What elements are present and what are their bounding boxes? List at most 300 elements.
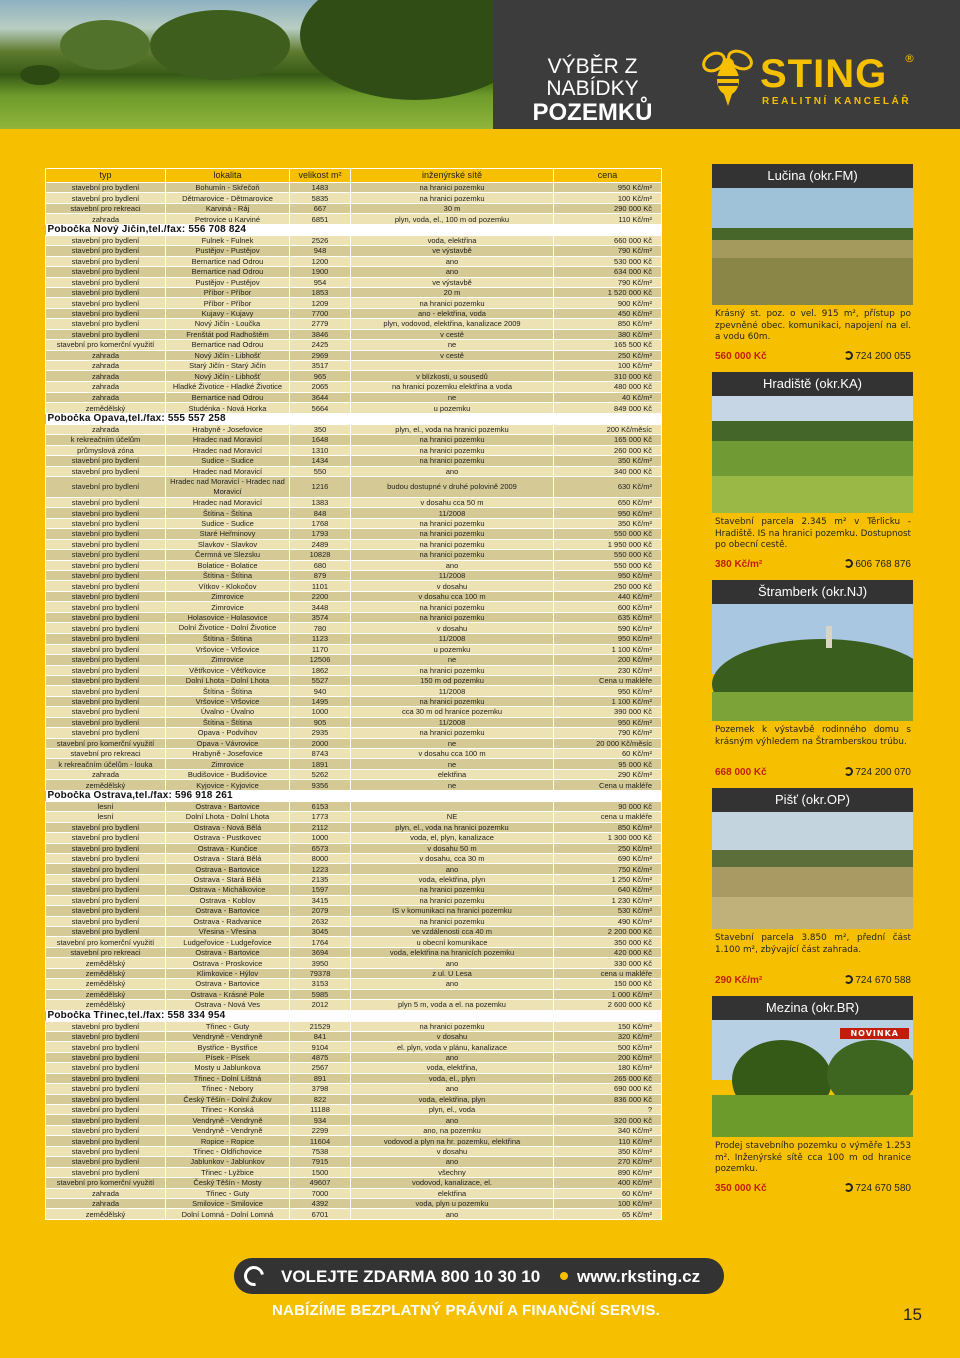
listing-phone	[844, 559, 911, 570]
size-cell: 3798	[290, 1084, 351, 1094]
price-cell: 290 000 Kč	[554, 203, 662, 213]
location-cell: Pustějov - Pustějov	[166, 246, 290, 256]
table-row	[46, 801, 662, 811]
phone-icon	[844, 767, 853, 776]
title-line-1: VÝBĚR Z NABÍDKY	[546, 55, 639, 101]
utilities-cell: na hranici pozemku elektřina a voda	[351, 381, 554, 392]
table-row	[46, 644, 662, 654]
type-cell: zahrada	[46, 214, 166, 224]
utilities-cell: ne	[351, 759, 554, 769]
listing-phone-number: 606 768 876	[855, 559, 911, 570]
utilities-cell: na hranici pozemku	[351, 728, 554, 738]
utilities-cell: elektřina	[351, 769, 554, 779]
size-cell: 1891	[290, 759, 351, 769]
location-cell: Štítina - Štítina	[166, 634, 290, 644]
listing-phone-number: 724 670 588	[855, 975, 911, 986]
table-row	[46, 1198, 662, 1208]
table-row	[46, 769, 662, 779]
table-row	[46, 749, 662, 759]
price-cell: 480 000 Kč	[554, 381, 662, 392]
size-cell: 3846	[290, 329, 351, 339]
size-cell: 6573	[290, 843, 351, 853]
price-cell: cena u makléře	[554, 968, 662, 978]
price-cell: 1 950 000 Kč	[554, 539, 662, 549]
table-row	[46, 319, 662, 329]
size-cell: 9104	[290, 1042, 351, 1052]
location-cell: Zimrovice	[166, 591, 290, 601]
price-cell: 330 000 Kč	[554, 958, 662, 968]
location-cell: Ostrava - Bartovice	[166, 979, 290, 989]
size-cell: 667	[290, 203, 351, 213]
location-cell: Zimrovice	[166, 759, 290, 769]
table-row	[46, 529, 662, 539]
logo-name: STING	[760, 52, 888, 96]
type-cell: stavební pro bydlení	[46, 665, 166, 675]
price-cell: 690 Kč/m²	[554, 853, 662, 863]
table-row	[46, 1125, 662, 1135]
table-row	[46, 947, 662, 957]
utilities-cell: na hranici pozemku	[351, 183, 554, 193]
utilities-cell: vodovod, kanalizace, el.	[351, 1178, 554, 1188]
type-cell: stavební pro bydlení	[46, 581, 166, 591]
size-cell: 3694	[290, 947, 351, 957]
table-row	[46, 1209, 662, 1219]
location-cell: Větřkovice - Větřkovice	[166, 665, 290, 675]
table-row	[46, 686, 662, 696]
price-cell: 634 000 Kč	[554, 267, 662, 277]
location-cell: Staré Heřminovy	[166, 529, 290, 539]
location-cell: Ostrava - Pustkovec	[166, 833, 290, 843]
price-cell: 950 Kč/m²	[554, 571, 662, 581]
type-cell: stavební pro bydlení	[46, 287, 166, 297]
utilities-cell: plyn, voda, el., 100 m od pozemku	[351, 214, 554, 224]
table-row	[46, 183, 662, 193]
table-row	[46, 612, 662, 622]
type-cell: zahrada	[46, 381, 166, 392]
price-cell: 640 Kč/m²	[554, 885, 662, 895]
listing-title: Lučina (okr.FM)	[712, 164, 913, 188]
table-row	[46, 780, 662, 790]
size-cell: 1495	[290, 696, 351, 706]
price-cell: 340 000 Kč	[554, 466, 662, 476]
listing-price: 380 Kč/m²	[715, 559, 763, 570]
utilities-cell: na hranici pozemku	[351, 696, 554, 706]
price-cell: 850 Kč/m²	[554, 822, 662, 832]
listing-description: Prodej stavebního pozemku o výměře 1.253 m². Inženýrské sítě cca 100 m od hranice pozemku.	[715, 1141, 911, 1174]
size-cell: 2000	[290, 738, 351, 748]
table-row	[46, 256, 662, 266]
featured-listings	[712, 164, 913, 1204]
price-cell: 250 Kč/m²	[554, 843, 662, 853]
type-cell: stavební pro bydlení	[46, 874, 166, 884]
size-cell: 7538	[290, 1146, 351, 1156]
price-cell: 450 Kč/m²	[554, 308, 662, 318]
type-cell: stavební pro bydlení	[46, 1167, 166, 1177]
price-cell: 950 Kč/m²	[554, 686, 662, 696]
table-row	[46, 958, 662, 968]
column-header: typ	[46, 169, 166, 183]
type-cell: stavební pro bydlení	[46, 675, 166, 685]
location-cell: Nový Jičín - Libhošť	[166, 371, 290, 381]
size-cell: 1216	[290, 476, 351, 497]
table-row	[46, 308, 662, 318]
utilities-cell: v dosahu 50 m	[351, 843, 554, 853]
utilities-cell: plyn, el., voda na hranici pozemku	[351, 822, 554, 832]
location-cell: Hradec nad Moravicí	[166, 466, 290, 476]
utilities-cell: voda, elektřina, plyn	[351, 874, 554, 884]
location-cell: Ostrava - Nová Ves	[166, 1000, 290, 1010]
type-cell: stavební pro komerční využití	[46, 937, 166, 947]
location-cell: Nový Jičín - Libhošť	[166, 350, 290, 360]
location-cell: Zimrovice	[166, 655, 290, 665]
size-cell: 5664	[290, 403, 351, 413]
phone-icon	[844, 559, 853, 568]
table-row	[46, 550, 662, 560]
price-cell: 650 Kč/m²	[554, 497, 662, 507]
type-cell: stavební pro bydlení	[46, 1157, 166, 1167]
table-row	[46, 1042, 662, 1052]
phone-icon	[844, 975, 853, 984]
branch-contact: Pobočka Třinec,tel./fax: 558 334 954	[46, 1010, 662, 1021]
size-cell: 11604	[290, 1136, 351, 1146]
type-cell: k rekreačním účelům - louka	[46, 759, 166, 769]
type-cell: stavební pro komerční využití	[46, 340, 166, 350]
utilities-cell: na hranici pozemku	[351, 193, 554, 203]
type-cell: zahrada	[46, 361, 166, 371]
price-cell: 600 Kč/m²	[554, 602, 662, 612]
utilities-cell: 11/2008	[351, 686, 554, 696]
size-cell: 948	[290, 246, 351, 256]
table-row	[46, 476, 662, 497]
size-cell: 1123	[290, 634, 351, 644]
utilities-cell: NE	[351, 812, 554, 822]
size-cell: 21529	[290, 1021, 351, 1031]
price-cell: 40 Kč/m²	[554, 392, 662, 402]
type-cell: stavební pro bydlení	[46, 1042, 166, 1052]
size-cell: 9356	[290, 780, 351, 790]
utilities-cell: na hranici pozemku	[351, 435, 554, 445]
price-cell: 340 Kč/m²	[554, 1125, 662, 1135]
size-cell: 5985	[290, 989, 351, 999]
price-cell: 420 000 Kč	[554, 947, 662, 957]
type-cell: stavební pro bydlení	[46, 696, 166, 706]
size-cell: 2135	[290, 874, 351, 884]
price-cell: 790 Kč/m²	[554, 728, 662, 738]
price-cell: 390 000 Kč	[554, 707, 662, 717]
branch-header-row	[46, 413, 662, 424]
size-cell: 550	[290, 466, 351, 476]
utilities-cell: na hranici pozemku	[351, 456, 554, 466]
size-cell: 905	[290, 717, 351, 727]
price-cell: 440 Kč/m²	[554, 591, 662, 601]
price-cell: 350 Kč/m²	[554, 456, 662, 466]
utilities-cell: 20 m	[351, 287, 554, 297]
table-row	[46, 1178, 662, 1188]
location-cell: Klimkovice - Hýlov	[166, 968, 290, 978]
location-cell: Ostrava - Radvanice	[166, 916, 290, 926]
price-cell: 270 Kč/m²	[554, 1157, 662, 1167]
table-row	[46, 392, 662, 402]
type-cell: stavební pro bydlení	[46, 1073, 166, 1083]
location-cell: Ostrava - Kunčice	[166, 843, 290, 853]
table-row	[46, 267, 662, 277]
size-cell: 2632	[290, 916, 351, 926]
size-cell: 12506	[290, 655, 351, 665]
size-cell: 1500	[290, 1167, 351, 1177]
location-cell: Starý Jičín - Starý Jičín	[166, 361, 290, 371]
branch-header-row	[46, 1010, 662, 1021]
location-cell: Ostrava - Krásné Pole	[166, 989, 290, 999]
price-cell: 500 Kč/m²	[554, 1042, 662, 1052]
utilities-cell: 11/2008	[351, 634, 554, 644]
table-row	[46, 1073, 662, 1083]
utilities-cell: ne	[351, 340, 554, 350]
size-cell: 2526	[290, 235, 351, 245]
utilities-cell: na hranici pozemku	[351, 885, 554, 895]
price-cell: 630 Kč/m²	[554, 476, 662, 497]
type-cell: stavební pro bydlení	[46, 634, 166, 644]
location-cell: Zimrovice	[166, 602, 290, 612]
table-row	[46, 874, 662, 884]
table-row	[46, 246, 662, 256]
branch-contact: Pobočka Ostrava,tel./fax: 596 918 261	[46, 790, 662, 801]
location-cell: Příbor - Příbor	[166, 298, 290, 308]
table-row	[46, 979, 662, 989]
table-row	[46, 424, 662, 434]
type-cell: stavební pro bydlení	[46, 235, 166, 245]
utilities-cell: elektřina	[351, 1188, 554, 1198]
price-cell: 950 Kč/m²	[554, 183, 662, 193]
location-cell: Český Těšín - Dolní Žukov	[166, 1094, 290, 1104]
table-row	[46, 214, 662, 224]
location-cell: Vršovice - Vršovice	[166, 644, 290, 654]
type-cell: stavební pro bydlení	[46, 246, 166, 256]
size-cell: 2779	[290, 319, 351, 329]
price-cell: 320 000 Kč	[554, 1115, 662, 1125]
type-cell: stavební pro bydlení	[46, 308, 166, 318]
size-cell: 3574	[290, 612, 351, 622]
listing-photo	[712, 812, 913, 929]
table-row	[46, 717, 662, 727]
type-cell: zahrada	[46, 1188, 166, 1198]
price-cell: 290 Kč/m²	[554, 769, 662, 779]
table-row	[46, 371, 662, 381]
type-cell: stavební pro bydlení	[46, 1146, 166, 1156]
logo-subtitle: REALITNÍ KANCELÁŘ	[762, 96, 912, 107]
type-cell: stavební pro bydlení	[46, 717, 166, 727]
type-cell: lesní	[46, 812, 166, 822]
utilities-cell: v dosahu cca 100 m	[351, 749, 554, 759]
size-cell: 4392	[290, 1198, 351, 1208]
type-cell: zahrada	[46, 371, 166, 381]
price-cell: 950 Kč/m²	[554, 717, 662, 727]
utilities-cell: 150 m od pozemku	[351, 675, 554, 685]
type-cell: stavební pro bydlení	[46, 728, 166, 738]
utilities-cell: v dosahu	[351, 1146, 554, 1156]
table-row	[46, 539, 662, 549]
website-link[interactable]: www.rksting.cz	[577, 1267, 701, 1286]
location-cell: Hrabyně - Josefovice	[166, 749, 290, 759]
type-cell: stavební pro bydlení	[46, 1084, 166, 1094]
location-cell: Karviná - Ráj	[166, 203, 290, 213]
utilities-cell: plyn, el., voda na hranici pozemku	[351, 424, 554, 434]
utilities-cell: ano	[351, 1084, 554, 1094]
size-cell: 11188	[290, 1105, 351, 1115]
price-cell: 165 000 Kč	[554, 435, 662, 445]
location-cell: Pustějov - Pustějov	[166, 277, 290, 287]
price-cell: 950 Kč/m²	[554, 634, 662, 644]
price-cell: 150 000 Kč	[554, 979, 662, 989]
type-cell: stavební pro bydlení	[46, 644, 166, 654]
utilities-cell: 11/2008	[351, 717, 554, 727]
listing-price: 290 Kč/m²	[715, 975, 763, 986]
type-cell: stavební pro bydlení	[46, 571, 166, 581]
utilities-cell: na hranici pozemku	[351, 445, 554, 455]
type-cell: stavební pro bydlení	[46, 466, 166, 476]
price-cell: 150 Kč/m²	[554, 1021, 662, 1031]
location-cell: Hradec nad Moravicí - Hradec nad Moravicí	[166, 476, 290, 497]
location-cell: Třinec - Guty	[166, 1188, 290, 1198]
type-cell: stavební pro bydlení	[46, 267, 166, 277]
utilities-cell: voda, elektřina, plyn	[351, 1094, 554, 1104]
size-cell: 891	[290, 1073, 351, 1083]
price-cell: 790 Kč/m²	[554, 277, 662, 287]
location-cell: Dolní Lhota - Dolní Lhota	[166, 675, 290, 685]
table-row	[46, 707, 662, 717]
type-cell: stavební pro bydlení	[46, 1031, 166, 1041]
type-cell: stavební pro bydlení	[46, 277, 166, 287]
table-row	[46, 497, 662, 507]
type-cell: stavební pro bydlení	[46, 1105, 166, 1115]
utilities-cell: voda, elektřina,	[351, 1063, 554, 1073]
table-row	[46, 403, 662, 413]
size-cell: 1223	[290, 864, 351, 874]
location-cell: Bernartice nad Odrou	[166, 392, 290, 402]
table-row	[46, 1084, 662, 1094]
table-row	[46, 906, 662, 916]
price-cell: 850 Kč/m²	[554, 319, 662, 329]
utilities-cell: na hranici pozemku	[351, 529, 554, 539]
branch-contact: Pobočka Nový Jičín,tel./fax: 556 708 824	[46, 224, 662, 235]
table-row	[46, 655, 662, 665]
location-cell: Štítina - Štítina	[166, 571, 290, 581]
type-cell: stavební pro bydlení	[46, 1136, 166, 1146]
new-badge: NOVINKA	[840, 1028, 909, 1039]
listing-phone-number: 724 200 055	[855, 351, 911, 362]
table-row	[46, 277, 662, 287]
type-cell: stavební pro rekreaci	[46, 203, 166, 213]
table-row	[46, 989, 662, 999]
type-cell: stavební pro bydlení	[46, 612, 166, 622]
size-cell: 934	[290, 1115, 351, 1125]
type-cell: stavební pro bydlení	[46, 518, 166, 528]
location-cell: Studénka - Nová Horka	[166, 403, 290, 413]
size-cell: 5527	[290, 675, 351, 685]
size-cell: 3448	[290, 602, 351, 612]
price-cell: 950 Kč/m²	[554, 508, 662, 518]
size-cell: 350	[290, 424, 351, 434]
utilities-cell: v dosahu	[351, 1031, 554, 1041]
location-cell: Třinec - Konská	[166, 1105, 290, 1115]
price-cell: Cena u makléře	[554, 780, 662, 790]
table-row	[46, 1031, 662, 1041]
location-cell: Kyjovice - Kyjovice	[166, 780, 290, 790]
size-cell: 2425	[290, 340, 351, 350]
price-cell: 690 000 Kč	[554, 1084, 662, 1094]
table-row	[46, 728, 662, 738]
type-cell: stavební pro bydlení	[46, 623, 166, 634]
table-row	[46, 235, 662, 245]
utilities-cell: v dosahu cca 100 m	[351, 591, 554, 601]
table-row	[46, 1115, 662, 1125]
size-cell: 822	[290, 1094, 351, 1104]
utilities-cell: na hranici pozemku	[351, 895, 554, 905]
type-cell: stavební pro rekreaci	[46, 947, 166, 957]
branch-contact: Pobočka Opava,tel./fax: 555 557 258	[46, 413, 662, 424]
utilities-cell: voda, plyn u pozemku	[351, 1198, 554, 1208]
table-row	[46, 1167, 662, 1177]
table-row	[46, 916, 662, 926]
phone-icon	[236, 1258, 272, 1294]
price-cell: 350 Kč/m²	[554, 1146, 662, 1156]
table-row	[46, 381, 662, 392]
table-row	[46, 885, 662, 895]
location-cell: Dolní Životice - Dolní Životice	[166, 623, 290, 634]
table-row	[46, 287, 662, 297]
price-cell: ?	[554, 1105, 662, 1115]
table-row	[46, 602, 662, 612]
location-cell: Bystřice - Bystřice	[166, 1042, 290, 1052]
location-cell: Vendryně - Vendryně	[166, 1115, 290, 1125]
utilities-cell	[351, 801, 554, 811]
type-cell: stavební pro bydlení	[46, 1063, 166, 1073]
type-cell: zemědělský	[46, 1000, 166, 1010]
type-cell: stavební pro bydlení	[46, 1115, 166, 1125]
size-cell: 2112	[290, 822, 351, 832]
size-cell: 1209	[290, 298, 351, 308]
listing-phone-number: 724 200 070	[855, 767, 911, 778]
type-cell: stavební pro bydlení	[46, 298, 166, 308]
type-cell: stavební pro bydlení	[46, 508, 166, 518]
table-row	[46, 634, 662, 644]
type-cell: průmyslová zóna	[46, 445, 166, 455]
utilities-cell: plyn 5 m, voda a el. na pozemku	[351, 1000, 554, 1010]
type-cell: stavební pro bydlení	[46, 476, 166, 497]
type-cell: stavební pro bydlení	[46, 853, 166, 863]
location-cell: Ostrava - Stará Bělá	[166, 853, 290, 863]
table-row	[46, 340, 662, 350]
utilities-cell: IS v komunikaci na hranici pozemku	[351, 906, 554, 916]
listing-description: Stavební parcela 3.850 m², přední část 1.100 m², zbývající část zahrada.	[715, 933, 911, 955]
size-cell: 1170	[290, 644, 351, 654]
utilities-cell: ne	[351, 655, 554, 665]
size-cell: 1853	[290, 287, 351, 297]
size-cell: 1597	[290, 885, 351, 895]
size-cell: 7915	[290, 1157, 351, 1167]
location-cell: Štítina - Štítina	[166, 717, 290, 727]
size-cell: 1862	[290, 665, 351, 675]
title-line-2: POZEMKŮ	[532, 99, 653, 127]
size-cell: 3045	[290, 927, 351, 937]
location-cell: Příbor - Příbor	[166, 287, 290, 297]
bee-icon	[700, 44, 756, 108]
location-cell: Hrabyně - Josefovice	[166, 424, 290, 434]
utilities-cell: v cestě	[351, 350, 554, 360]
location-cell: Ostrava - Bartovice	[166, 906, 290, 916]
listings-table	[45, 168, 662, 1220]
listing-title: Mezina (okr.BR)	[712, 996, 913, 1020]
type-cell: stavební pro bydlení	[46, 539, 166, 549]
